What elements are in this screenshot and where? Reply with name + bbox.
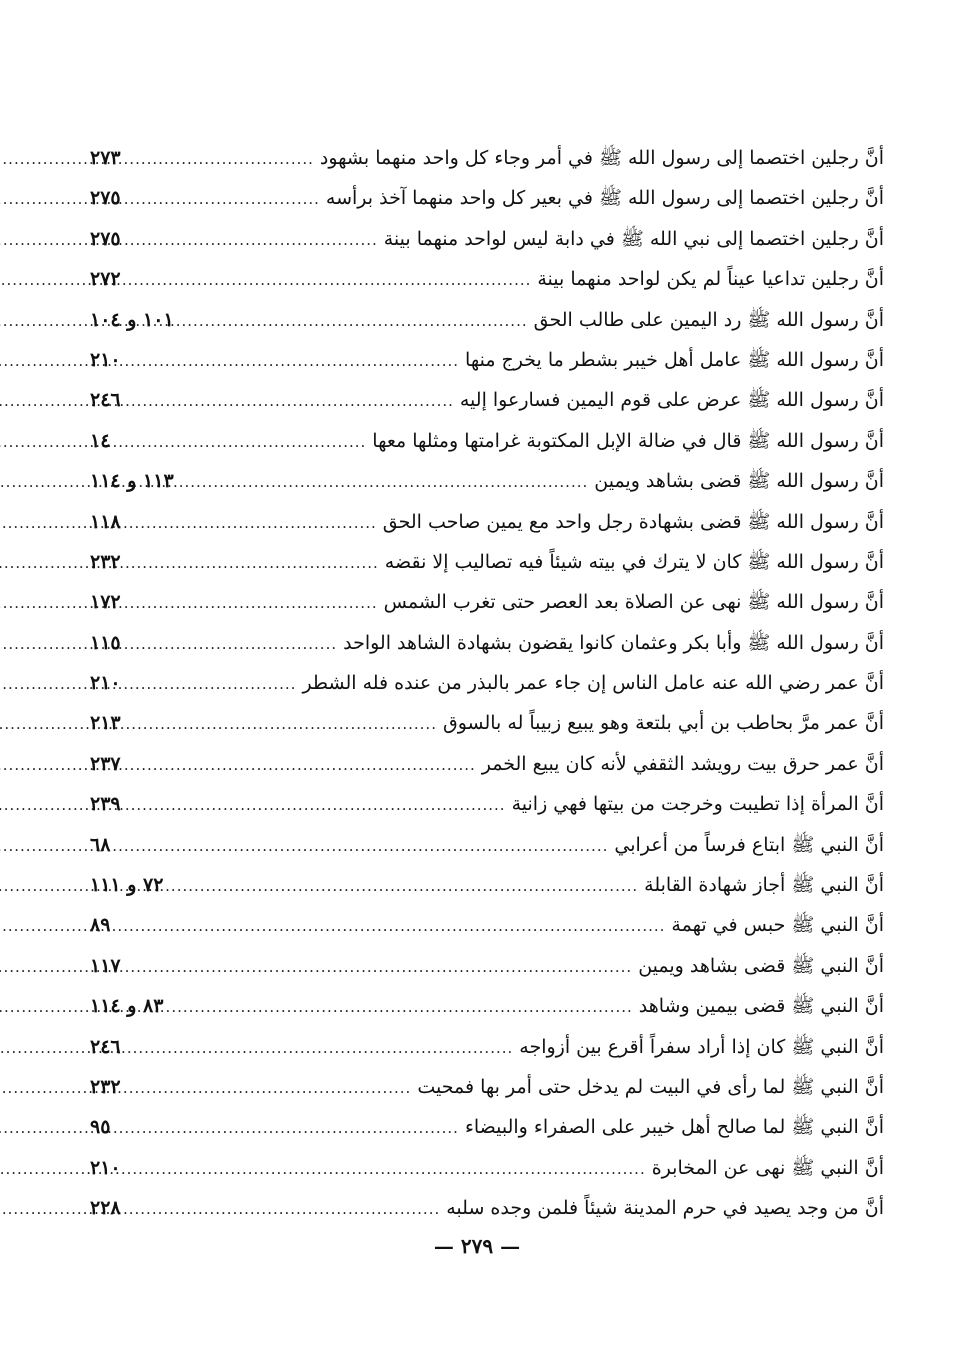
dot-leader xyxy=(156,381,454,421)
entry-text: أنَّ رسول الله ﷺ كان لا يترك في بيته شيئاً فيه تصاليب إلا نقضه xyxy=(384,550,884,573)
entry-text: أنَّ عمر حرق بيت رويشد الثقفي لأنه كان يبيع الخمر xyxy=(481,752,884,775)
index-entry xyxy=(90,1027,884,1067)
dot-leader xyxy=(156,947,632,987)
entry-page-ref: ١١٣ و ١١٤ xyxy=(90,470,174,493)
hadith-index-list xyxy=(90,138,884,1229)
dot-leader xyxy=(156,906,665,946)
dot-leader xyxy=(156,664,296,704)
index-entry xyxy=(90,340,884,380)
entry-page-ref: ٩٥ xyxy=(90,1116,111,1139)
entry-page-ref: ٢٣٢ xyxy=(90,550,121,573)
index-entry xyxy=(90,703,884,743)
entry-page-ref: ٨٣ و ١١٤ xyxy=(90,995,164,1018)
entry-text: أنَّ عمر رضي الله عنه عامل الناس إن جاء عمر بالبذر من عنده فله الشطر xyxy=(302,672,884,695)
dot-leader xyxy=(156,583,378,623)
entry-page-ref: ٢٧٥ xyxy=(90,187,121,210)
entry-page-ref: ٢٣٩ xyxy=(90,793,121,816)
index-entry xyxy=(90,259,884,299)
index-entry xyxy=(90,1107,884,1147)
entry-page-ref: ٢١٣ xyxy=(90,712,121,735)
entry-page-ref: ٢٧٢ xyxy=(90,268,121,291)
entry-text: أنَّ المرأة إذا تطيبت وخرجت من بيتها فهي زانية xyxy=(511,793,884,816)
dot-leader xyxy=(180,301,528,341)
entry-text: أنَّ النبي ﷺ نهى عن المخابرة xyxy=(651,1156,884,1179)
entry-page-ref: ٢٣٢ xyxy=(90,1075,121,1098)
dot-leader xyxy=(169,987,632,1027)
entry-text: أنَّ رسول الله ﷺ قضى بشهادة رجل واحد مع يمين صاحب الحق xyxy=(382,510,884,533)
index-entry xyxy=(90,784,884,824)
index-entry xyxy=(90,380,884,420)
entry-page-ref: ٢١٠ xyxy=(90,1156,121,1179)
dot-leader xyxy=(156,1028,513,1068)
entry-text: أنَّ النبي ﷺ أجاز شهادة القابلة xyxy=(644,874,884,897)
entry-text: أنَّ من وجد يصيد في حرم المدينة شيئاً فلمن وجده سلبه xyxy=(446,1197,884,1220)
entry-text: أنَّ رسول الله ﷺ عامل أهل خيبر بشطر ما يخرج منها xyxy=(465,348,884,371)
entry-page-ref: ٨٩ xyxy=(90,914,111,937)
entry-text: أنَّ رسول الله ﷺ وأبا بكر وعثمان كانوا يقضون بشهادة الشاهد الواحد xyxy=(343,631,884,654)
index-entry xyxy=(90,178,884,218)
dot-leader xyxy=(156,624,337,664)
index-entry xyxy=(90,1148,884,1188)
dot-leader xyxy=(156,341,459,381)
dot-leader xyxy=(156,745,476,785)
entry-text: أنَّ رجلين اختصما إلى رسول الله ﷺ في بعير كل واحد منهما آخذ برأسه xyxy=(325,187,884,210)
index-entry xyxy=(90,1067,884,1107)
entry-page-ref: ١١٧ xyxy=(90,954,121,977)
index-entry xyxy=(90,542,884,582)
index-entry xyxy=(90,825,884,865)
entry-page-ref: ٦٨ xyxy=(90,833,111,856)
entry-page-ref: ٢٤٦ xyxy=(90,389,121,412)
entry-text: أنَّ رجلين اختصما إلى نبي الله ﷺ في دابة ليس لواحد منهما بينة xyxy=(383,227,884,250)
entry-text: أنَّ عمر مرَّ بحاطب بن أبي بلتعة وهو يبيع زبيباً له بالسوق xyxy=(442,712,884,735)
dot-leader xyxy=(156,139,314,179)
entry-page-ref: ١١٨ xyxy=(90,510,121,533)
index-entry xyxy=(90,461,884,501)
entry-text: أنَّ رسول الله ﷺ نهى عن الصلاة بعد العصر حتى تغرب الشمس xyxy=(383,591,884,614)
entry-text: أنَّ النبي ﷺ ابتاع فرساً من أعرابي xyxy=(614,833,884,856)
index-entry xyxy=(90,865,884,905)
entry-text: أنَّ النبي ﷺ لما رأى في البيت لم يدخل حتى أمر بها فمحيت xyxy=(417,1075,884,1098)
dot-leader xyxy=(156,1149,646,1189)
dot-leader xyxy=(156,422,366,462)
entry-text: أنَّ رجلين تداعيا عيناً لم يكن لواحد منهما بينة xyxy=(537,268,884,291)
dot-leader xyxy=(156,785,506,825)
index-entry xyxy=(90,986,884,1026)
index-entry xyxy=(90,663,884,703)
dot-leader xyxy=(180,462,589,502)
entry-text: أنَّ النبي ﷺ قضى بشاهد ويمين xyxy=(638,954,884,977)
entry-text: أنَّ رسول الله ﷺ قضى بشاهد ويمين xyxy=(594,470,884,493)
index-entry xyxy=(90,946,884,986)
entry-page-ref: ١١٥ xyxy=(90,631,121,654)
index-entry xyxy=(90,1188,884,1228)
index-entry xyxy=(90,582,884,622)
entry-page-ref: ٢٢٨ xyxy=(90,1197,121,1220)
entry-text: أنَّ النبي ﷺ حبس في تهمة xyxy=(671,914,884,937)
dot-leader xyxy=(156,260,531,300)
entry-text: أنَّ النبي ﷺ كان إذا أراد سفراً أقرع بين أزواجه xyxy=(519,1035,884,1058)
entry-page-ref: ٢١٠ xyxy=(90,348,121,371)
entry-page-ref: ٢٧٣ xyxy=(90,147,121,169)
dot-leader xyxy=(156,704,437,744)
dot-leader xyxy=(156,543,379,583)
entry-text: أنَّ رسول الله ﷺ عرض على قوم اليمين فسارعوا إليه xyxy=(459,389,884,412)
dot-leader xyxy=(156,1189,440,1229)
entry-page-ref: ١٤ xyxy=(90,429,111,452)
dot-leader xyxy=(156,826,608,866)
entry-page-ref: ٢٣٧ xyxy=(90,752,121,775)
entry-page-ref: ٧٢ و ١١١ xyxy=(90,874,164,897)
entry-text: أنَّ رسول الله ﷺ رد اليمين على طالب الحق xyxy=(533,308,884,331)
index-entry xyxy=(90,219,884,259)
entry-text: أنَّ رجلين اختصما إلى رسول الله ﷺ في أمر وجاء كل واحد منهما بشهود xyxy=(319,147,884,169)
entry-page-ref: ٢٤٦ xyxy=(90,1035,121,1058)
entry-page-ref: ٢١٠ xyxy=(90,672,121,695)
dot-leader xyxy=(156,1108,459,1148)
dot-leader xyxy=(156,1068,411,1108)
entry-text: أنَّ النبي ﷺ لما صالح أهل خيبر على الصفراء والبيضاء xyxy=(464,1116,884,1139)
index-entry xyxy=(90,502,884,542)
page-number: — ٢٧٩ — xyxy=(433,1234,521,1258)
entry-text: أنَّ النبي ﷺ قضى بيمين وشاهد xyxy=(638,995,884,1018)
index-entry xyxy=(90,744,884,784)
entry-page-ref: ١٠١ و ١٠٤ xyxy=(90,308,174,331)
index-entry xyxy=(90,138,884,178)
dot-leader xyxy=(156,179,320,219)
index-entry xyxy=(90,300,884,340)
dot-leader xyxy=(169,866,638,906)
entry-page-ref: ١٧٢ xyxy=(90,591,121,614)
index-entry xyxy=(90,623,884,663)
entry-page-ref: ٢٧٥ xyxy=(90,227,121,250)
index-entry xyxy=(90,905,884,945)
dot-leader xyxy=(156,220,378,260)
index-entry xyxy=(90,421,884,461)
entry-text: أنَّ رسول الله ﷺ قال في ضالة الإبل المكتوبة غرامتها ومثلها معها xyxy=(372,429,884,452)
dot-leader xyxy=(156,503,377,543)
